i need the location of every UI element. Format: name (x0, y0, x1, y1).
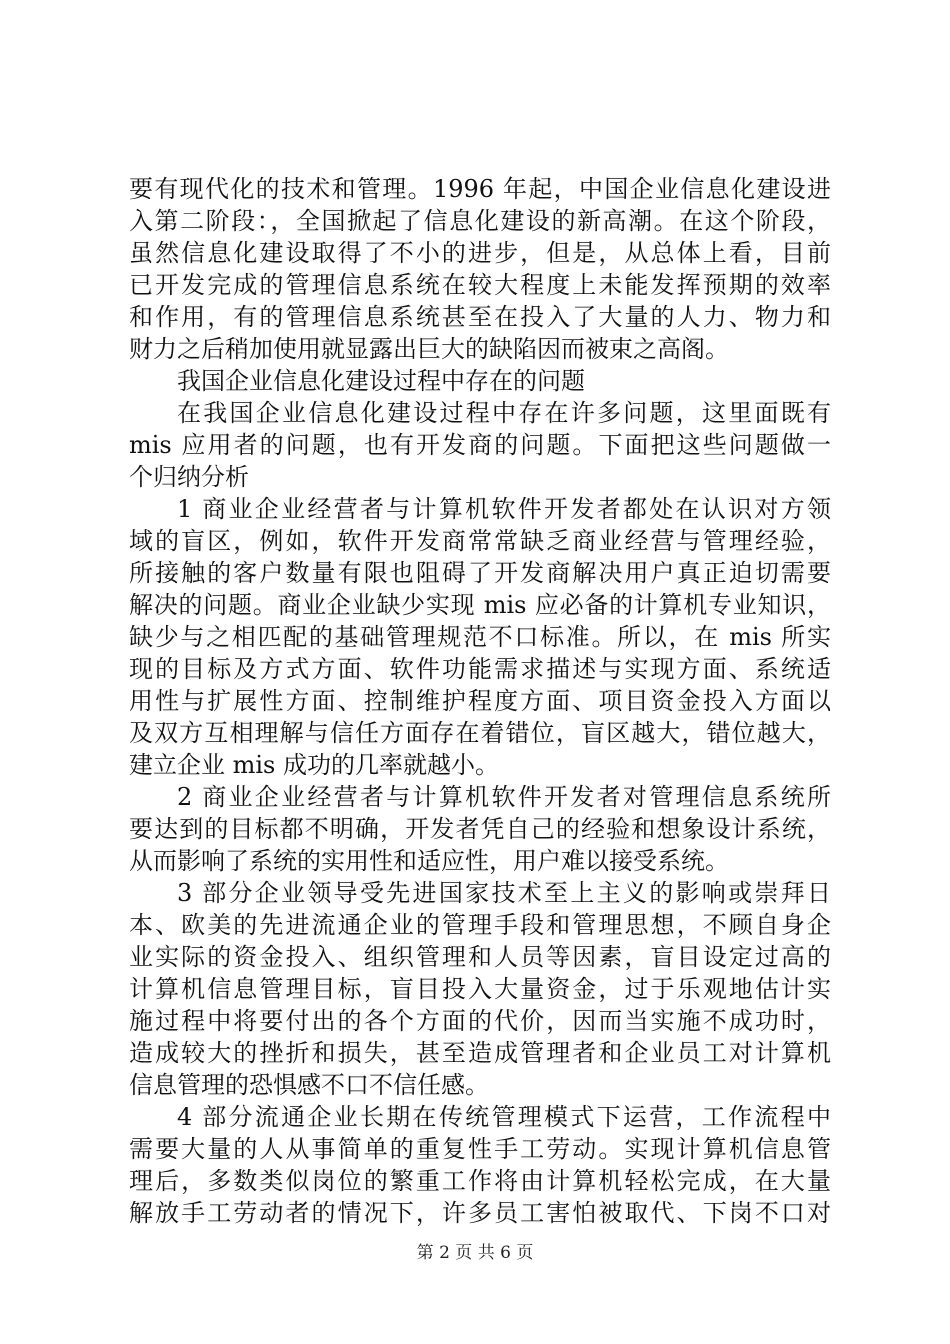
text-line: 财力之后稍加使用就显露出巨大的缺陷因而被束之高阁。 (129, 335, 729, 363)
text-line: 3 部分企业领导受先进国家技术至上主义的影响或崇拜日 (177, 879, 831, 907)
document-body (129, 173, 831, 1229)
text-line: 1 商业企业经营者与计算机软件开发者都处在认识对方领 (177, 495, 831, 523)
text-line: 4 部分流通企业长期在传统管理模式下运营，工作流程中 (177, 1103, 831, 1131)
section-heading: 我国企业信息化建设过程中存在的问题 (177, 367, 585, 395)
text-line: 从而影响了系统的实用性和适应性，用户难以接受系统。 (129, 847, 729, 875)
text-line: 所接触的客户数量有限也阻碍了开发商解决用户真正迫切需要 (129, 559, 831, 587)
text-line: 建立企业 mis 成功的几率就越小。 (129, 751, 500, 779)
text-line: 入第二阶段：，全国掀起了信息化建设的新高潮。在这个阶段， (129, 207, 831, 235)
text-line: 要有现代化的技术和管理。1996 年起，中国企业信息化建设进 (129, 175, 831, 203)
text-line: 在我国企业信息化建设过程中存在许多问题，这里面既有 (177, 399, 831, 427)
text-line: 及双方互相理解与信任方面存在着错位，盲区越大，错位越大， (129, 719, 831, 747)
text-line: 2 商业企业经营者与计算机软件开发者对管理信息系统所 (177, 783, 831, 811)
text-line: 信息管理的恐惧感不口不信任感。 (129, 1071, 489, 1099)
text-line: 缺少与之相匹配的基础管理规范不口标准。所以，在 mis 所实 (129, 623, 831, 651)
text-line: 个归纳分析 (129, 463, 249, 491)
text-line: 用性与扩展性方面、控制维护程度方面、项目资金投入方面以 (129, 687, 831, 715)
text-line: 理后，多数类似岗位的繁重工作将由计算机轻松完成，在大量 (129, 1167, 831, 1195)
text-line: 已开发完成的管理信息系统在较大程度上未能发挥预期的效率 (129, 271, 831, 299)
page-number-footer: 第 2 页 共 6 页 (416, 1243, 534, 1263)
text-line: mis 应用者的问题，也有开发商的问题。下面把这些问题做一 (129, 431, 831, 459)
text-line: 业实际的资金投入、组织管理和人员等因素，盲目设定过高的 (129, 943, 831, 971)
text-line: 解放手工劳动者的情况下，许多员工害怕被取代、下岗不口对 (129, 1199, 831, 1227)
text-line: 需要大量的人从事简单的重复性手工劳动。实现计算机信息管 (129, 1135, 831, 1163)
text-line: 虽然信息化建设取得了不小的进步，但是，从总体上看，目前 (129, 239, 831, 267)
text-line: 计算机信息管理目标，盲目投入大量资金，过于乐观地估计实 (129, 975, 831, 1003)
text-line: 和作用，有的管理信息系统甚至在投入了大量的人力、物力和 (129, 303, 831, 331)
text-line: 造成较大的挫折和损失，甚至造成管理者和企业员工对计算机 (129, 1039, 831, 1067)
text-line: 解决的问题。商业企业缺少实现 mis 应必备的计算机专业知识， (129, 591, 831, 619)
text-line: 域的盲区，例如，软件开发商常常缺乏商业经营与管理经验， (129, 527, 831, 555)
text-line: 现的目标及方式方面、软件功能需求描述与实现方面、系统适 (129, 655, 831, 683)
text-line: 施过程中将要付出的各个方面的代价，因而当实施不成功时， (129, 1007, 831, 1035)
text-line: 要达到的目标都不明确，开发者凭自己的经验和想象设计系统， (129, 815, 831, 843)
text-line: 本、欧美的先进流通企业的管理手段和管理思想，不顾自身企 (129, 911, 831, 939)
